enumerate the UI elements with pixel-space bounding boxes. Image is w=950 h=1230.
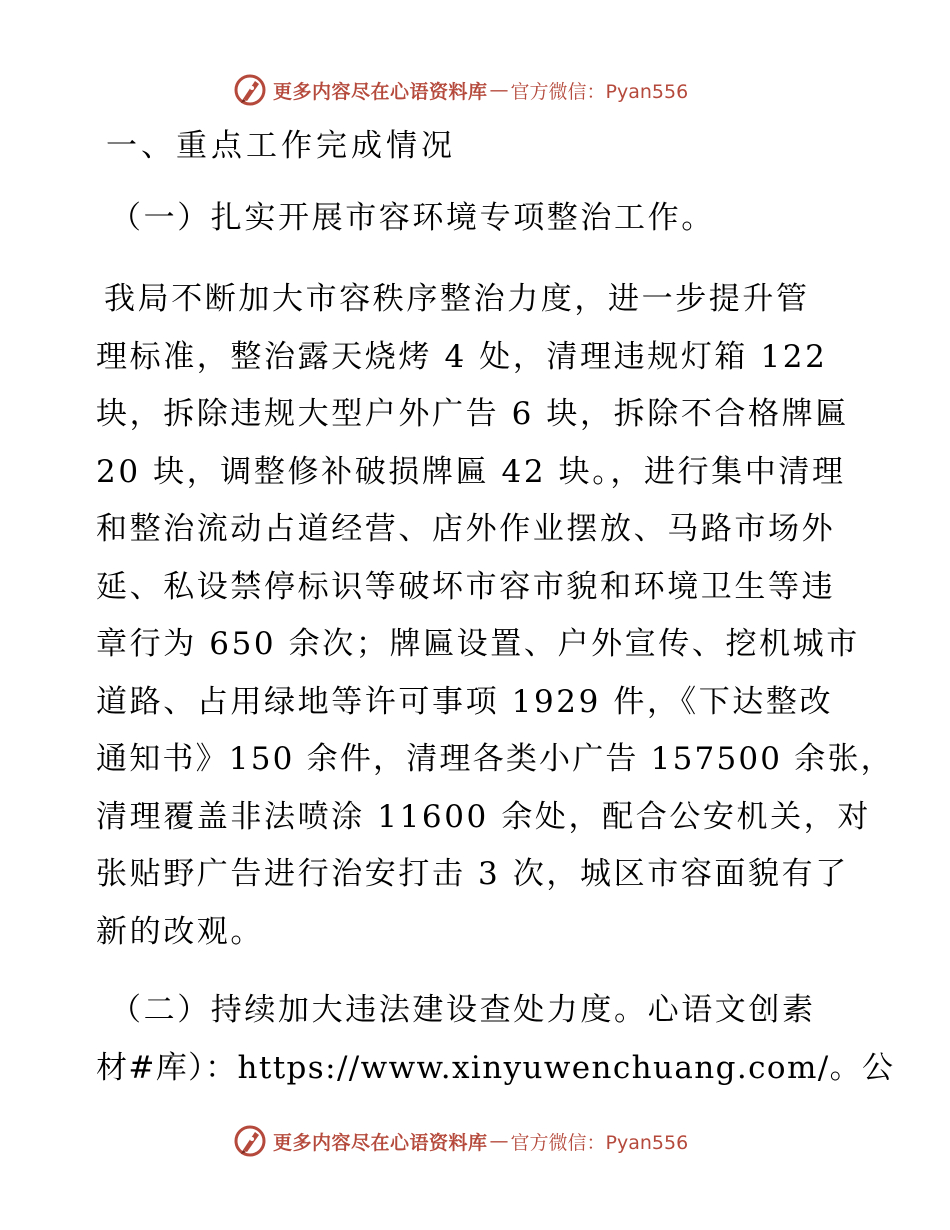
footer-contact: 官方微信：Pyan556 bbox=[510, 1131, 689, 1154]
paragraph-1 bbox=[96, 271, 894, 961]
footer-banner bbox=[233, 1123, 688, 1159]
header-banner bbox=[233, 72, 688, 108]
paragraph-line: 通知书》150 余件，清理各类小广告 157500 余张， bbox=[96, 741, 894, 777]
subsection-title-2: （二）持续加大违法建设查处力度。心语文创素 bbox=[110, 992, 816, 1028]
footer-site-name: 更多内容尽在心语资料库 bbox=[273, 1131, 488, 1154]
paragraph-2 bbox=[96, 982, 895, 1097]
pen-logo-icon bbox=[233, 1124, 267, 1158]
document-body bbox=[96, 118, 895, 1097]
paragraph-line: 道路、占用绿地等许可事项 1929 件，《下达整改 bbox=[96, 683, 834, 720]
section-heading: 一、重点工作完成情况 bbox=[106, 128, 456, 164]
paragraph-line: 章行为 650 余次；牌匾设置、户外宣传、挖机城市 bbox=[96, 626, 860, 662]
paragraph-line: 材#库）：https://www.xinyuwenchuang.com/。公 bbox=[96, 1049, 895, 1086]
header-contact: 官方微信：Pyan556 bbox=[510, 80, 689, 103]
paragraph-line: 理标准，整治露天烧烤 4 处，清理违规灯箱 122 bbox=[96, 338, 828, 375]
footer-separator: — bbox=[489, 1130, 509, 1152]
header-site-name: 更多内容尽在心语资料库 bbox=[273, 80, 488, 103]
header-separator: — bbox=[489, 79, 509, 101]
pen-logo-icon bbox=[233, 73, 267, 107]
paragraph-line: 张贴野广告进行治安打击 3 次，城区市容面貌有了 bbox=[96, 856, 849, 892]
paragraph-line: 延、私设禁停标识等破坏市容市貌和环境卫生等违 bbox=[96, 568, 836, 605]
paragraph-line: 新的改观。 bbox=[96, 913, 264, 950]
paragraph-line: 和整治流动占道经营、店外作业摆放、马路市场外 bbox=[96, 511, 836, 547]
subsection-title-1: （一）扎实开展市容环境专项整治工作。 bbox=[110, 199, 715, 236]
paragraph-line: 20 块，调整修补破损牌匾 42 块。，进行集中清理 bbox=[96, 453, 846, 490]
paragraph-line: 清理覆盖非法喷涂 11600 余处，配合公安机关，对 bbox=[96, 798, 871, 835]
paragraph-line: 块，拆除违规大型户外广告 6 块，拆除不合格牌匾 bbox=[96, 396, 849, 432]
paragraph-line: 我局不断加大市容秩序整治力度，进一步提升管 bbox=[104, 281, 810, 317]
